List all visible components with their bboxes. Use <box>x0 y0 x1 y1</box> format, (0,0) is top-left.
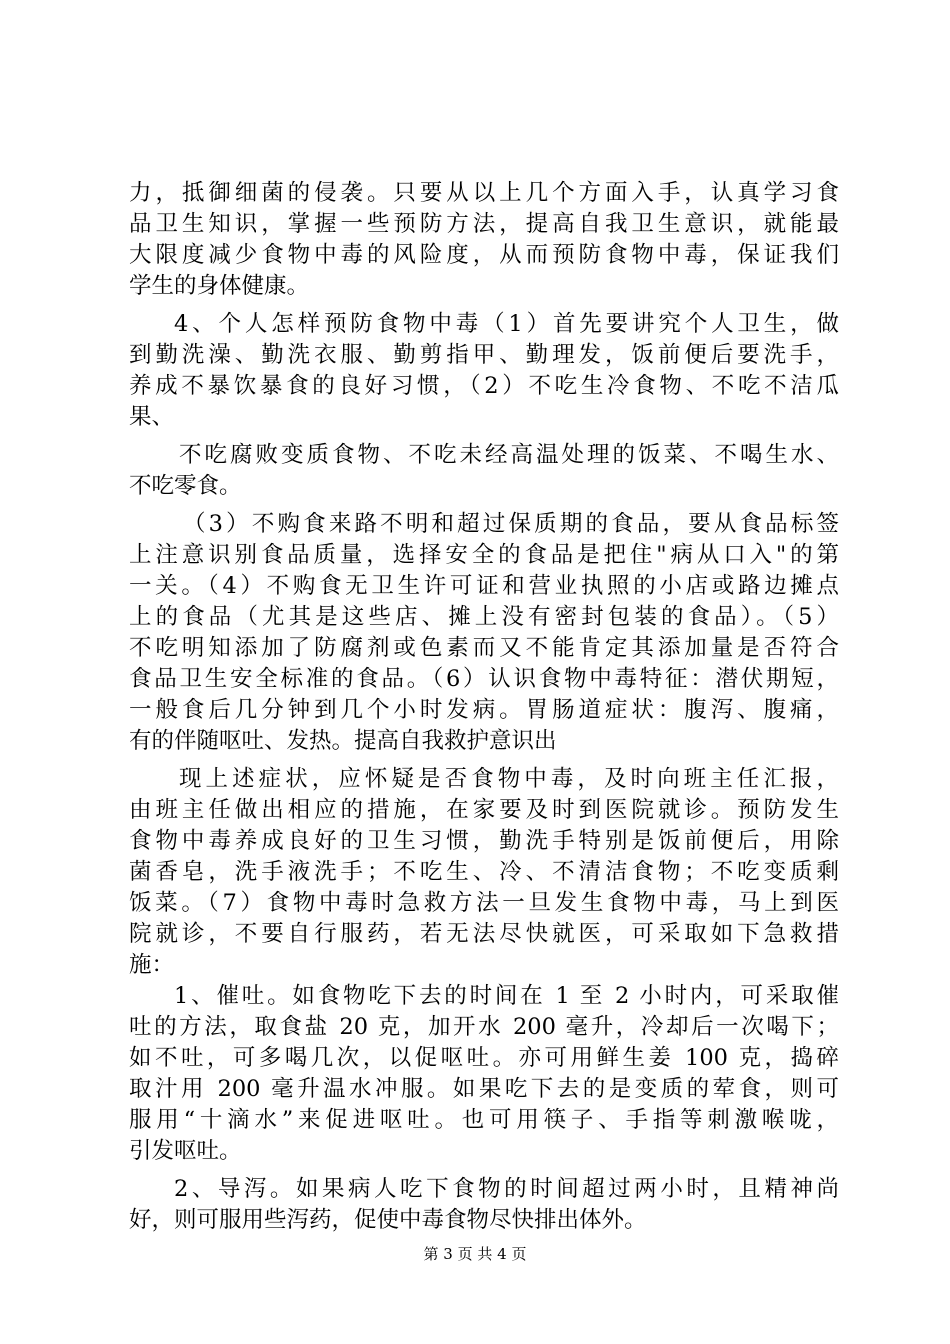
text-line: 不吃明知添加了防腐剂或色素而又不能肯定其添加量是否符合 <box>129 635 839 661</box>
text-line: 养成不暴饮暴食的良好习惯，（2）不吃生冷食物、不吃不洁瓜 <box>129 373 839 399</box>
text-line: 有的伴随呕吐、发热。提高自我救护意识出 <box>129 728 557 754</box>
text-line: 品卫生知识，掌握一些预防方法，提高自我卫生意识，就能最 <box>129 211 839 237</box>
text-line: 引发呕吐。 <box>129 1138 242 1164</box>
text-line: 果、 <box>129 404 175 430</box>
text-line: 不吃零食。 <box>129 473 242 499</box>
text-line: 食物中毒养成良好的卫生习惯，勤洗手特别是饭前便后，用除 <box>129 828 839 854</box>
text-line: 力，抵御细菌的侵袭。只要从以上几个方面入手，认真学习食 <box>129 180 839 206</box>
text-line: 施： <box>129 952 175 978</box>
text-line: 一关。（4）不购食无卫生许可证和营业执照的小店或路边摊点 <box>129 573 839 599</box>
text-line: 不吃腐败变质食物、不吃未经高温处理的饭菜、不喝生水、 <box>179 442 839 468</box>
text-line: 服用“十滴水”来促进呕吐。也可用筷子、手指等刺激喉咙， <box>129 1107 839 1133</box>
text-line: 4、个人怎样预防食物中毒（1）首先要讲究个人卫生，做 <box>174 311 839 337</box>
text-line: 取汁用 200 毫升温水冲服。如果吃下去的是变质的荤食，则可 <box>129 1076 839 1102</box>
page-number-footer: 第 3 页 共 4 页 <box>423 1245 527 1263</box>
text-line: 饭菜。（7）食物中毒时急救方法一旦发生食物中毒，马上到医 <box>129 890 839 916</box>
document-body <box>129 178 839 1236</box>
text-line: 院就诊，不要自行服药，若无法尽快就医，可采取如下急救措 <box>129 921 839 947</box>
text-line: 上的食品（尤其是这些店、摊上没有密封包装的食品）。（5） <box>129 604 839 630</box>
text-line: 2、导泻。如果病人吃下食物的时间超过两小时，且精神尚 <box>174 1176 839 1202</box>
text-line: 1、催吐。如食物吃下去的时间在 1 至 2 小时内，可采取催 <box>174 983 839 1009</box>
text-line: 如不吐，可多喝几次，以促呕吐。亦可用鲜生姜 100 克，捣碎 <box>129 1045 839 1071</box>
text-line: 上注意识别食品质量，选择安全的食品是把住"病从口入"的第 <box>129 542 839 568</box>
text-line: 由班主任做出相应的措施，在家要及时到医院就诊。预防发生 <box>129 797 839 823</box>
text-line: 大限度减少食物中毒的风险度，从而预防食物中毒，保证我们 <box>129 242 839 268</box>
text-line: 到勤洗澡、勤洗衣服、勤剪指甲、勤理发，饭前便后要洗手， <box>129 342 839 368</box>
text-line: 好，则可服用些泻药，促使中毒食物尽快排出体外。 <box>129 1207 647 1233</box>
text-line: （3）不购食来路不明和超过保质期的食品，要从食品标签 <box>183 511 839 537</box>
text-line: 吐的方法，取食盐 20 克，加开水 200 毫升，冷却后一次喝下； <box>129 1014 839 1040</box>
text-line: 现上述症状，应怀疑是否食物中毒，及时向班主任汇报， <box>179 766 839 792</box>
text-line: 食品卫生安全标准的食品。（6）认识食物中毒特征：潜伏期短， <box>129 666 839 692</box>
text-line: 菌香皂，洗手液洗手；不吃生、冷、不清洁食物；不吃变质剩 <box>129 859 839 885</box>
text-line: 学生的身体健康。 <box>129 273 310 299</box>
text-line: 一般食后几分钟到几个小时发病。胃肠道症状：腹泻、腹痛， <box>129 697 839 723</box>
